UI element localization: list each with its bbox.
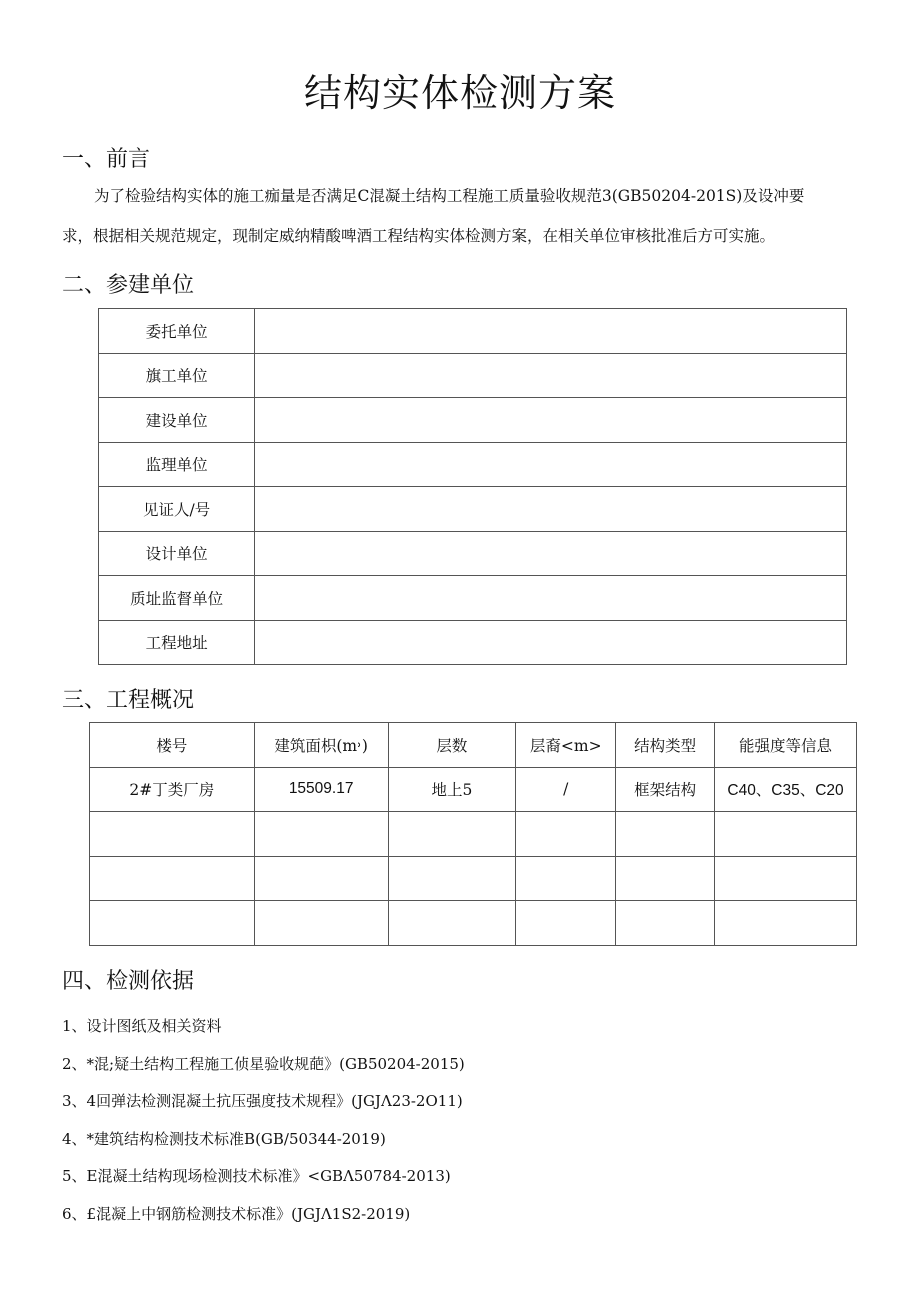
overview-header-cell: 建筑面枳(m˒) xyxy=(254,723,388,768)
basis-item: 3、4回弹法检测混凝土抗压强度技术规程》(JGJΛ23-2O11) xyxy=(62,1092,463,1110)
units-label-cell: 建设单位 xyxy=(99,398,255,443)
overview-cell xyxy=(90,856,255,901)
overview-cell xyxy=(616,901,715,946)
overview-cell xyxy=(516,812,616,857)
overview-cell xyxy=(90,901,255,946)
preface-paragraph xyxy=(62,176,862,256)
units-row xyxy=(99,620,847,665)
units-label-cell: 工程地址 xyxy=(99,620,255,665)
overview-cell xyxy=(254,856,388,901)
overview-header-cell: 楼号 xyxy=(90,723,255,768)
units-row xyxy=(99,353,847,398)
overview-cell xyxy=(715,812,857,857)
overview-cell xyxy=(616,812,715,857)
section-heading-overview: 三、工程概况 xyxy=(62,688,195,713)
basis-item: 5、E混凝土结构现场检测技术标准》<GBΛ50784-2013) xyxy=(62,1167,451,1185)
overview-cell xyxy=(254,812,388,857)
overview-cell xyxy=(388,856,516,901)
overview-cell xyxy=(388,812,516,857)
units-label-cell: 监理单位 xyxy=(99,442,255,487)
basis-item: 1、设计图纸及相关资料 xyxy=(62,1017,222,1035)
overview-cell: C40、C35、C20 xyxy=(715,767,857,812)
overview-header-row xyxy=(90,723,857,768)
overview-header-cell: 层数 xyxy=(388,723,516,768)
basis-item: 4、*建筑结构检测技术标准B(GB∕50344-2019) xyxy=(62,1129,386,1148)
overview-header-cell: 结构类型 xyxy=(616,723,715,768)
overview-cell xyxy=(388,901,516,946)
units-row xyxy=(99,487,847,532)
section-heading-preface: 一、前言 xyxy=(62,147,151,172)
units-value-cell xyxy=(255,487,847,532)
overview-cell xyxy=(715,856,857,901)
units-label-cell: 见证人/号 xyxy=(99,487,255,532)
basis-list xyxy=(62,1008,465,1233)
overview-cell: 地上5 xyxy=(388,767,516,812)
units-row xyxy=(99,442,847,487)
overview-cell xyxy=(516,856,616,901)
overview-row xyxy=(90,856,857,901)
section-heading-basis: 四、检测依据 xyxy=(62,969,195,994)
overview-header-cell: 层裔<m> xyxy=(516,723,616,768)
units-label-cell: 设计单位 xyxy=(99,531,255,576)
overview-cell xyxy=(616,856,715,901)
preface-line-1: 为了检验结构实体的施工痂量是否满足C混凝土结构工程施工质量验收规范3(GB50204-201S)及设冲要 xyxy=(94,187,805,205)
overview-cell: / xyxy=(516,767,616,812)
units-row xyxy=(99,309,847,354)
preface-line-2: 求，根据相关规范规定，现制定威纳精酸啤酒工程结构实体检测方案，在相关单位审核批准后方可实施。 xyxy=(62,227,776,245)
project-overview-table xyxy=(89,722,857,946)
units-value-cell xyxy=(255,620,847,665)
units-row xyxy=(99,398,847,443)
units-value-cell xyxy=(255,531,847,576)
overview-row xyxy=(90,812,857,857)
units-label-cell: 旗工单位 xyxy=(99,353,255,398)
units-row xyxy=(99,576,847,621)
overview-cell xyxy=(715,901,857,946)
overview-header-cell: 能强度等信息 xyxy=(715,723,857,768)
units-label-cell: 质址监督单位 xyxy=(99,576,255,621)
basis-item: 2、*混;疑土结构工程施工侦星验收规葩》(GB50204-2015) xyxy=(62,1054,465,1073)
section-heading-units: 二、参建单位 xyxy=(62,273,195,298)
units-value-cell xyxy=(255,398,847,443)
overview-row xyxy=(90,901,857,946)
overview-row xyxy=(90,767,857,812)
overview-cell: 2#丁类厂房 xyxy=(90,767,255,812)
units-value-cell xyxy=(255,353,847,398)
overview-cell xyxy=(90,812,255,857)
units-value-cell xyxy=(255,576,847,621)
overview-cell: 15509.17 xyxy=(254,767,388,812)
overview-cell xyxy=(516,901,616,946)
units-label-cell: 委托单位 xyxy=(99,309,255,354)
overview-cell xyxy=(254,901,388,946)
page-title: 结构实体检测方案 xyxy=(303,71,616,115)
basis-item: 6、£混凝上中钢筋检测技术标准》(JGJΛ1S2-2019) xyxy=(62,1204,411,1223)
overview-cell: 框架结构 xyxy=(616,767,715,812)
units-row xyxy=(99,531,847,576)
units-value-cell xyxy=(255,442,847,487)
participating-units-table xyxy=(98,308,847,665)
units-value-cell xyxy=(255,309,847,354)
